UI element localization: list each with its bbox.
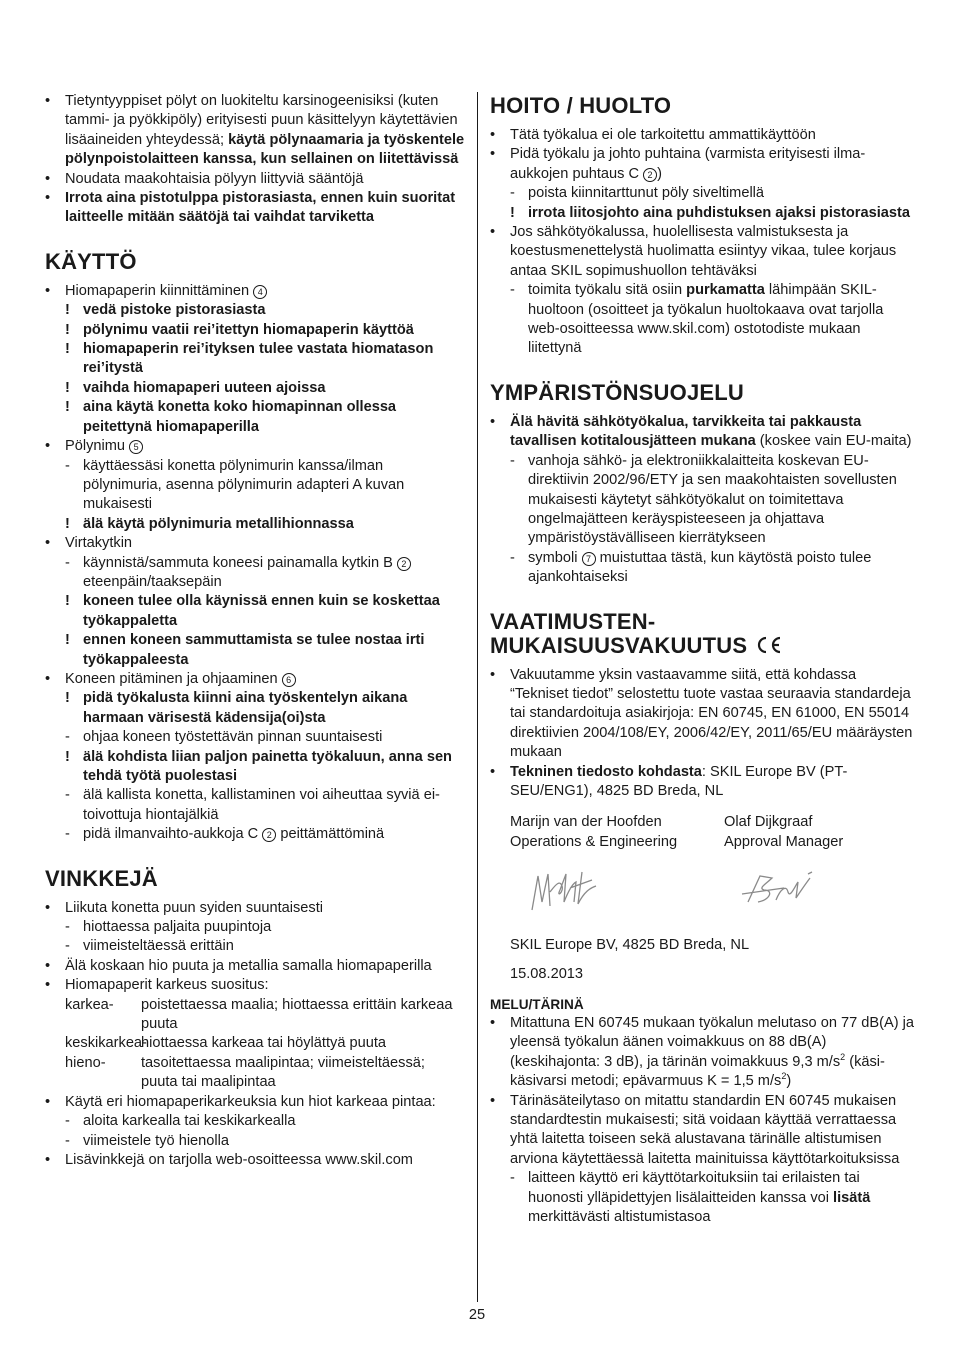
- bullet-item: • Koneen pitäminen ja ohjaaminen 6: [45, 670, 465, 689]
- warning-item: ! hiomapaperin rei’ityksen tulee vastata hiomatason rei’itystä: [45, 340, 465, 379]
- title-line-1: VAATIMUSTEN-: [490, 608, 656, 634]
- right-column: [490, 92, 914, 1227]
- bullet-item: • Hiomapaperin kiinnittäminen 4: [45, 282, 465, 301]
- vinkkeja-list: [45, 899, 465, 996]
- bullet-item: • Mitattuna EN 60745 mukaan työkalun melutaso on 77 dB(A) ja yleensä työkalun äänen voimakkuus on 88 dB(A) (keskihajonta: 3 dB), ja tärinän voimakkuus 9,3 $m/s^2$ (käsi-käsivarsi metodi; epävarmuus K = 1,5 $m/s^2$): [490, 1014, 914, 1092]
- grit-table: [45, 996, 465, 1093]
- sub-item: - viimeisteltäessä erittäin: [45, 937, 465, 956]
- signatory-1-role: Operations & Engineering: [510, 833, 678, 850]
- section-title-kaytto: KÄYTTÖ: [45, 248, 137, 274]
- company-address: SKIL Europe BV, 4825 BD Breda, NL: [510, 937, 750, 954]
- figure-ref-4: 4: [253, 285, 267, 299]
- grit-grade: karkea-: [65, 996, 114, 1013]
- sub-item: - käyttäessäsi konetta pölynimurin kanssa/ilman pölynimuria, asenna pölynimurin adapteri A kuvan mukaisesti: [45, 457, 465, 515]
- warning-item: ! aina käytä konetta koko hiomapinnan ollessa peitettynä hiomapaperilla: [45, 398, 465, 437]
- bullet-item: • Hiomapaperit karkeus suositus:: [45, 976, 465, 995]
- title-line-2: MUKAISUUSVAKUUTUS: [490, 632, 748, 658]
- bullet-item: • Virtakytkin: [45, 534, 465, 553]
- bullet-item: • Jos sähkötyökalussa, huolellisesta valmistuksesta ja koestusmenettelystä huolimatta esiintyy vikaa, tulee korjaus antaa SKIL sopimushuollon tehtäväksi: [490, 223, 914, 281]
- grit-usage: hiottaessa karkeaa tai höylättyä puuta: [141, 1035, 387, 1052]
- column-divider: [477, 92, 478, 1302]
- figure-ref-5: 5: [129, 440, 143, 454]
- sub-item: - pidä ilmanvaihto-aukkoja C 2 peittämättöminä: [45, 825, 465, 844]
- bullet-item: • Vakuutamme yksin vastaavamme siitä, että kohdassa “Tekniset tiedot” selostettu tuote vastaa seuraavia standardeja tai standardoituja asiakirjoja: EN 60745, EN 61000, EN 55014 direktiivien 2004/108/EY, 2006/42/EY, 2011/65/EU määräysten mukaan: [490, 666, 914, 763]
- signatory-2-name: Olaf Dijkgraaf: [724, 814, 813, 831]
- warning-item: ! koneen tulee olla käynissä ennen kuin se koskettaa työkappaletta: [45, 592, 465, 631]
- signatory-1-name: Marijn van der Hoofden: [510, 814, 662, 831]
- vinkkeja-list-2: [45, 1093, 465, 1171]
- sub-item: - viimeistele työ hienolla: [45, 1132, 465, 1151]
- sub-item: - poista kiinnitarttunut pöly siveltimellä: [490, 184, 914, 203]
- section-title-vinkkeja: VINKKEJÄ: [45, 865, 158, 891]
- section-title-melu: MELU/TÄRINÄ: [490, 997, 584, 1012]
- vaatimusten-list: [490, 666, 914, 802]
- warning-item: ! irrota liitosjohto aina puhdistuksen ajaksi pistorasiasta: [490, 204, 914, 223]
- section-title-vaatimusten: [490, 610, 914, 658]
- signature-2-image: [738, 866, 818, 916]
- bullet-item: • Älä koskaan hio puuta ja metallia samalla hiomapaperilla: [45, 957, 465, 976]
- warning-item: ! ennen koneen sammuttamista se tulee nostaa irti työkappaleesta: [45, 631, 465, 670]
- ymparisto-list: [490, 413, 914, 588]
- bullet-item: • Lisävinkkejä on tarjolla web-osoitteessa www.skil.com: [45, 1151, 465, 1170]
- bullet-item: • Liikuta konetta puun syiden suuntaisesti: [45, 899, 465, 918]
- grit-grade: hieno-: [65, 1054, 106, 1071]
- bullet-item: • Irrota aina pistotulppa pistorasiasta, ennen kuin suoritat laitteelle mitään säätöjä tai vaihdat tarviketta: [45, 189, 465, 228]
- sub-item: - hiottaessa paljaita puupintoja: [45, 918, 465, 937]
- sub-item: - aloita karkealla tai keskikarkealla: [45, 1112, 465, 1131]
- warning-item: ! vaihda hiomapaperi uuteen ajoissa: [45, 379, 465, 398]
- sub-item: - symboli 7 muistuttaa tästä, kun käytöstä poisto tulee ajankohtaiseksi: [490, 549, 914, 588]
- bullet-item: • Pidä työkalu ja johto puhtaina (varmista erityisesti ilma-aukkojen puhtaus C 2 ): [490, 145, 914, 184]
- sub-item: - älä kallista konetta, kallistaminen voi aiheuttaa syviä ei-toivottuja hiontajälkiä: [45, 786, 465, 825]
- page-number: 25: [468, 1307, 486, 1323]
- ce-mark-icon: [754, 635, 784, 655]
- figure-ref-2: 2: [262, 828, 276, 842]
- sub-item: - toimita työkalu sitä osiin purkamatta lähimpään SKIL-huoltoon (osoitteet ja työkalun huoltokaava ovat tarjolla web-osoitteessa www.skil.com) ostotodiste mukaan liitettynä: [490, 281, 914, 359]
- figure-ref-6: 6: [282, 673, 296, 687]
- bullet-item: • Älä hävitä sähkötyökalua, tarvikkeita tai pakkausta tavallisen kotitalousjätteen mukana (koskee vain EU-maita): [490, 413, 914, 452]
- intro-list: [45, 92, 465, 228]
- bullet-item: • Käytä eri hiomapaperikarkeuksia kun hiot karkeaa pintaa:: [45, 1093, 465, 1112]
- bullet-item: • Tekninen tiedosto kohdasta: SKIL Europe BV (PT-SEU/ENG1), 4825 BD Breda, NL: [490, 763, 914, 802]
- signatory-block: [510, 813, 914, 852]
- grit-usage: tasoitettaessa maalipintaa; viimeisteltäessä; puuta tai maalipintaa: [141, 1054, 425, 1091]
- section-title-hoito: HOITO / HUOLTO: [490, 93, 672, 118]
- section-title-ymparisto: YMPÄRISTÖNSUOJELU: [490, 379, 744, 405]
- grit-grade: keskikarkea-: [65, 1035, 147, 1052]
- bullet-item: • Tärinäsäteilytaso on mitattu standardin EN 60745 mukaisen standardtestin mukaisesti; sitä voidaan käyttää verrattaessa yhtä laitetta toiseen sekä alustavana tärinälle altistumisen arviona käytettäessä laitetta mainituissa käyttötarkoituksissa: [490, 1092, 914, 1170]
- bullet-item: • Pölynimu 5: [45, 437, 465, 456]
- sub-item: - laitteen käyttö eri käyttötarkoituksiin tai erilaisten tai huonosti ylläpidettyjen lisälaitteiden kanssa voi lisätä merkittävästi altistumistasoa: [490, 1169, 914, 1227]
- melu-list: [490, 1014, 914, 1227]
- warning-item: ! pidä työkalusta kiinni aina työskentelyn aikana harmaan värisestä kädensija(oi)sta: [45, 689, 465, 728]
- bullet-item: • Tietyntyyppiset pölyt on luokiteltu karsinogeenisiksi (kuten tammi- ja pyökkipöly) erityisesti puun käsittelyyn käytettävien lisäaineiden yhteydessä; käytä pölynaamaria ja työskentele pölynpoistolaitteen kanssa, kun sellainen on liitettävissä: [45, 92, 465, 170]
- bullet-item: • Noudata maakohtaisia pölyyn liittyviä sääntöjä: [45, 170, 465, 189]
- sub-item: - käynnistä/sammuta koneesi painamalla kytkin B 2 eteenpäin/taaksepäin: [45, 554, 465, 593]
- declaration-date: 15.08.2013: [510, 965, 584, 982]
- kaytto-list: [45, 282, 465, 845]
- signature-1-image: [526, 862, 606, 922]
- sub-item: - ohjaa koneen työstettävän pinnan suuntaisesti: [45, 728, 465, 747]
- figure-ref-2: 2: [643, 168, 657, 182]
- bullet-item: • Tätä työkalua ei ole tarkoitettu ammattikäyttöön: [490, 126, 914, 145]
- left-column: [45, 92, 465, 1170]
- sub-item: - vanhoja sähkö- ja elektroniikkalaitteita koskevan EU-direktiivin 2002/96/ETY ja sen maakohtaisten sovellusten mukaisesti käytetyt sähkötyökalut on toimitettava ongelmajätteen keräyspisteeseen ja ohjattava ympäristöystävälliseen kierrätykseen: [490, 452, 914, 549]
- warning-item: ! pölynimu vaatii rei’itettyn hiomapaperin käyttöä: [45, 321, 465, 340]
- signatory-2-role: Approval Manager: [724, 833, 844, 850]
- grit-usage: poistettaessa maalia; hiottaessa erittäin karkeaa puuta: [141, 996, 453, 1033]
- signatures: [510, 852, 914, 938]
- warning-item: ! älä käytä pölynimuria metallihionnassa: [45, 515, 465, 534]
- hoito-list: [490, 126, 914, 359]
- figure-ref-7: 7: [582, 552, 596, 566]
- warning-item: ! älä kohdista liian paljon painetta työkaluun, anna sen tehdä työtä puolestasi: [45, 748, 465, 787]
- figure-ref-2: 2: [397, 557, 411, 571]
- warning-item: ! vedä pistoke pistorasiasta: [45, 301, 465, 320]
